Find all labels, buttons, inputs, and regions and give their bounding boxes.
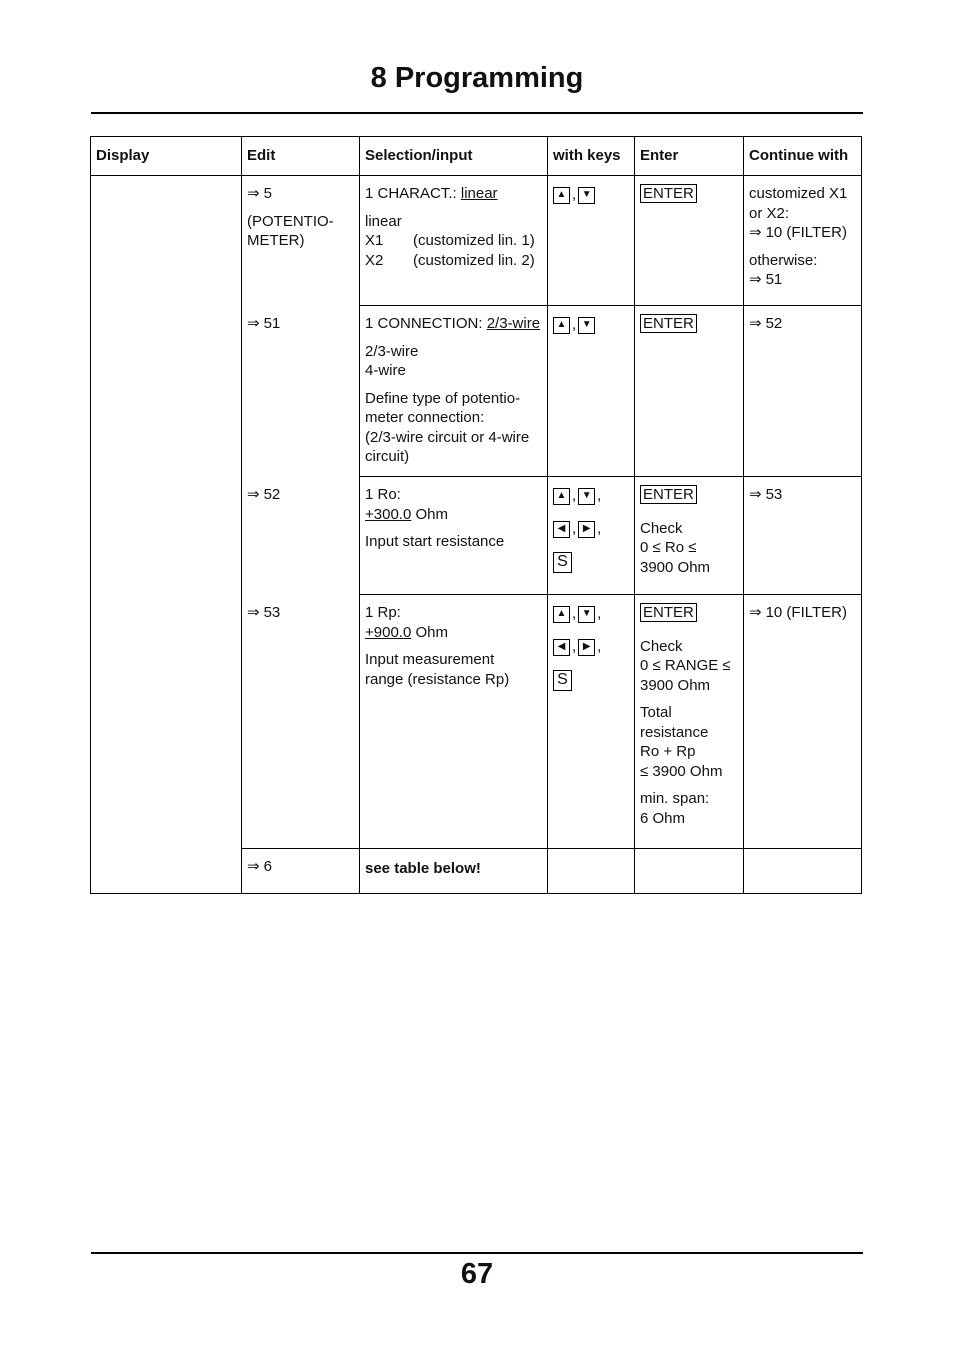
edit-value: 53: [263, 603, 281, 621]
continue-target: 10 (FILTER): [765, 224, 847, 241]
separator: ,: [597, 638, 602, 656]
header-keys: with keys: [548, 137, 635, 176]
continue-target: 53: [765, 486, 783, 503]
continue-cell: [744, 595, 862, 849]
footer-rule: [91, 1252, 863, 1254]
edit-cell: [242, 306, 360, 477]
edit-value: 52: [263, 485, 281, 503]
header-continue: Continue with: [744, 137, 862, 176]
table-header-row: [91, 137, 862, 176]
continue-text: otherwise:: [749, 251, 818, 269]
continue-text: customized X1: [749, 185, 848, 202]
option-key: X2: [365, 251, 384, 269]
enter-key-icon: ENTER: [640, 184, 697, 203]
implies-icon: ⇒: [749, 224, 762, 241]
selection-cell: [360, 849, 548, 894]
selection-label: 1 CONNECTION:: [365, 315, 487, 332]
implies-icon: ⇒: [749, 486, 762, 503]
implies-icon: ⇒: [247, 314, 260, 332]
left-key-icon: ◀: [553, 639, 570, 656]
table-row: [91, 176, 862, 306]
continue-cell: [744, 176, 862, 306]
option-text: 4-wire: [365, 362, 406, 379]
continue-text: or X2:: [749, 204, 790, 222]
enter-cell: [635, 849, 744, 894]
separator: ,: [572, 487, 577, 505]
enter-check: Check 0 ≤ RANGE ≤ 3900 Ohm: [640, 637, 731, 694]
enter-span: min. span: 6 Ohm: [640, 790, 710, 827]
enter-cell: [635, 477, 744, 595]
implies-icon: ⇒: [247, 858, 260, 875]
implies-icon: ⇒: [247, 603, 260, 621]
down-key-icon: ▼: [578, 317, 595, 334]
header-edit: Edit: [242, 137, 360, 176]
enter-total: Total resistance Ro + Rp ≤ 3900 Ohm: [640, 704, 723, 780]
edit-cell: [242, 849, 360, 894]
selection-description: Input start resistance: [365, 533, 505, 550]
selection-cell: [360, 176, 548, 306]
selection-label: 1 Rp:: [365, 604, 401, 621]
page-number: 67: [460, 1258, 494, 1290]
implies-icon: ⇒: [247, 485, 260, 503]
separator: ,: [572, 520, 577, 538]
separator: ,: [597, 605, 602, 623]
up-key-icon: ▲: [553, 488, 570, 505]
continue-target: 10 (FILTER): [765, 604, 847, 621]
enter-check: Check 0 ≤ Ro ≤ 3900 Ohm: [640, 519, 711, 576]
keys-cell: [548, 595, 635, 849]
implies-icon: ⇒: [247, 185, 260, 202]
selection-value: linear: [460, 185, 498, 202]
continue-target: 52: [765, 315, 783, 332]
selection-cell: [360, 477, 548, 595]
continue-cell: [744, 849, 862, 894]
separator: ,: [572, 605, 577, 623]
enter-key-icon: ENTER: [640, 314, 697, 333]
selection-note: see table below!: [365, 860, 481, 877]
selection-unit: Ohm: [411, 623, 448, 641]
separator: ,: [572, 638, 577, 656]
up-key-icon: ▲: [553, 606, 570, 623]
separator: ,: [572, 316, 577, 334]
right-key-icon: ▶: [578, 639, 595, 656]
up-key-icon: ▲: [553, 187, 570, 204]
header-display: Display: [91, 137, 242, 176]
s-key-icon: S: [553, 552, 572, 573]
display-cell: [91, 176, 242, 894]
enter-key-icon: ENTER: [640, 603, 697, 622]
header-enter: Enter: [635, 137, 744, 176]
selection-cell: [360, 306, 548, 477]
page-title: 8 Programming: [370, 62, 584, 94]
option-key: X1: [365, 232, 384, 249]
header-rule: [91, 112, 863, 114]
edit-cell: [242, 477, 360, 595]
enter-cell: [635, 176, 744, 306]
right-key-icon: ▶: [578, 521, 595, 538]
enter-cell: [635, 306, 744, 477]
edit-note: (POTENTIO- METER): [247, 212, 334, 249]
up-key-icon: ▲: [553, 317, 570, 334]
selection-value: +300.0: [365, 505, 412, 523]
option-text: (customized lin. 1): [413, 232, 535, 249]
s-key-icon: S: [553, 670, 572, 691]
edit-value: 6: [263, 858, 272, 875]
programming-table: [90, 136, 862, 894]
separator: ,: [597, 487, 602, 505]
edit-cell: [242, 595, 360, 849]
edit-value: 5: [263, 185, 272, 202]
selection-value: 2/3-wire: [486, 315, 541, 332]
keys-cell: [548, 849, 635, 894]
keys-cell: [548, 477, 635, 595]
option-text: linear: [365, 212, 402, 230]
edit-value: 51: [263, 314, 281, 332]
selection-description: Define type of potentio- meter connection: (2/3-wire circuit or 4-wire circuit): [365, 389, 530, 465]
keys-cell: [548, 176, 635, 306]
implies-icon: ⇒: [749, 315, 762, 332]
down-key-icon: ▼: [578, 488, 595, 505]
selection-unit: Ohm: [411, 505, 448, 523]
left-key-icon: ◀: [553, 521, 570, 538]
selection-label: 1 Ro:: [365, 486, 401, 503]
edit-cell: [242, 176, 360, 306]
separator: ,: [597, 520, 602, 538]
continue-cell: [744, 477, 862, 595]
option-row: [365, 231, 542, 251]
implies-icon: ⇒: [749, 604, 762, 621]
header-selection: Selection/input: [360, 137, 548, 176]
selection-label: 1 CHARACT.:: [365, 185, 461, 202]
continue-target: 51: [765, 271, 783, 288]
continue-cell: [744, 306, 862, 477]
implies-icon: ⇒: [749, 271, 762, 288]
keys-cell: [548, 306, 635, 477]
option-text: 2/3-wire: [365, 342, 419, 360]
option-row: [365, 251, 542, 271]
selection-value: +900.0: [365, 623, 412, 641]
selection-cell: [360, 595, 548, 849]
option-text: (customized lin. 2): [413, 251, 535, 269]
enter-cell: [635, 595, 744, 849]
down-key-icon: ▼: [578, 606, 595, 623]
selection-description: Input measurement range (resistance Rp): [365, 651, 510, 688]
enter-key-icon: ENTER: [640, 485, 697, 504]
down-key-icon: ▼: [578, 187, 595, 204]
separator: ,: [572, 186, 577, 204]
